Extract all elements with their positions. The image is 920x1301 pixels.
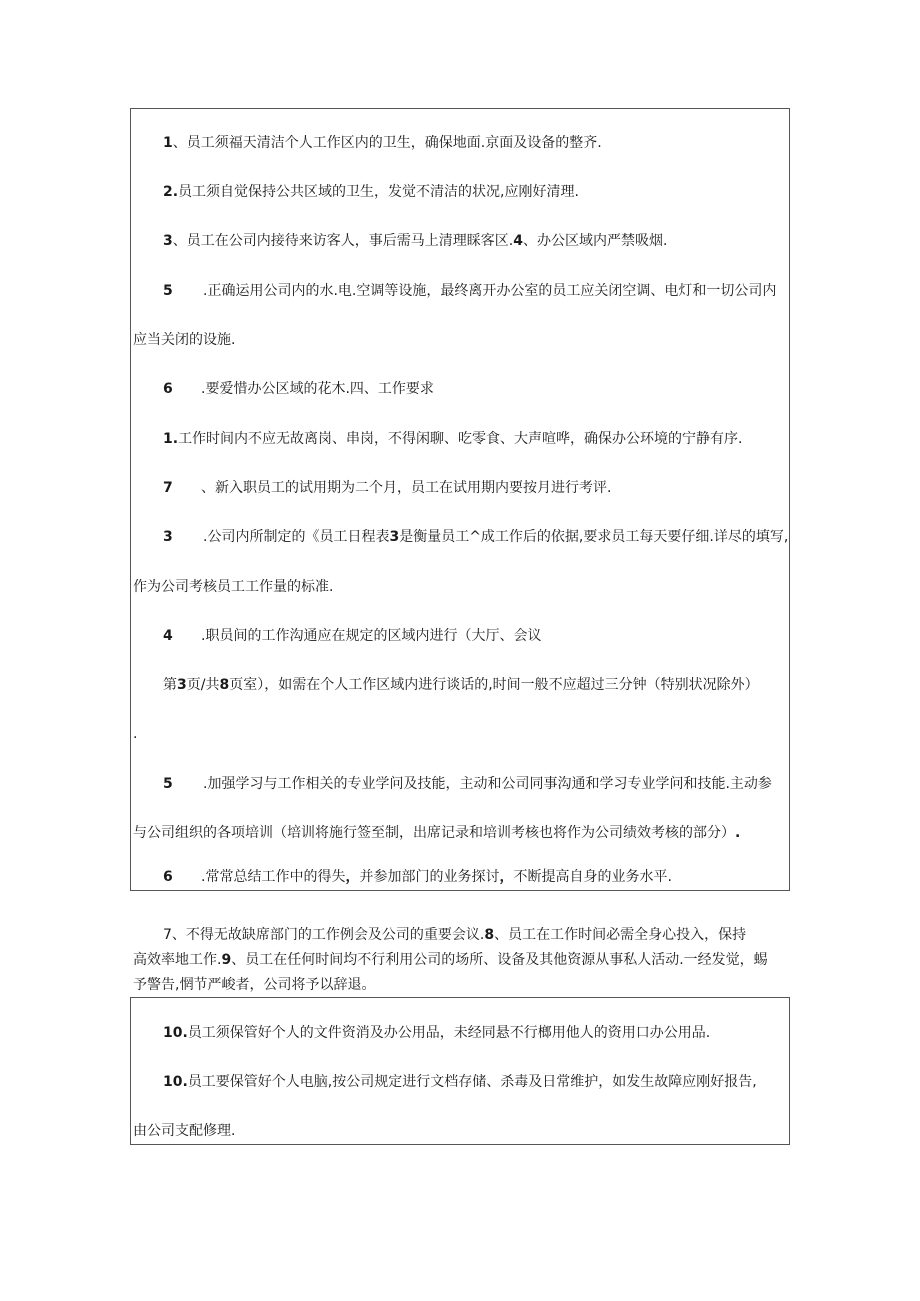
rule-number: 4 [163,628,173,644]
rule-number: 10. [163,1074,188,1090]
rule-text: 由公司支配修理. [133,1123,236,1139]
rule-number: 1 [163,135,173,151]
page-marker-pre: 第 [163,677,177,693]
rule-text: .常常总结工作中的得失 [201,869,346,885]
rule-number: 3 [389,529,400,545]
rule-line [163,430,743,448]
rule-text: .加强学习与工作相关的专业学问及技能，主动和公司同事沟通和学习专业学问和技能.主动参 [203,776,772,792]
rule-line [163,528,788,546]
rule-text: 与公司组织的各项培训（培训将施行签至制，出席记录和培训考核也将作为公司绩效考核的部分） [133,825,735,841]
rule-line [163,1073,757,1091]
middle-text: 予警告,惘节严峻者，公司将予以辞退。 [133,977,376,993]
rule-number: 6 [163,869,173,885]
rule-number: 7 [163,480,173,496]
rules-box-top [130,108,790,891]
rule-line [133,725,137,743]
rule-line [133,331,235,349]
rule-text: 并参加部门的业务探讨 [359,869,500,885]
rule-text: 作为公司考核员工工作量的标准. [133,579,334,595]
middle-paragraph-line [133,951,768,969]
middle-text: 、员工在工作时间必需全身心投入，保持 [494,927,747,943]
rule-number: 4 [513,233,523,249]
page-total: 8 [219,677,230,693]
rule-line [133,1122,235,1140]
rule-text: 应当关闭的设施. [133,332,236,348]
rule-text: 页室），如需在个人工作区域内进行谈话的,时间一般不应超过三分钟（特别状况除外） [229,677,759,693]
rule-text: 不断提高自身的业务水平. [513,869,672,885]
rule-line [163,134,602,152]
page-marker-mid: 页/共 [186,677,220,693]
middle-number: 9 [221,952,232,968]
rule-text-punct: ， [345,869,360,885]
middle-number: 8 [484,927,495,943]
rule-line [163,676,759,694]
middle-paragraph-line [163,926,746,944]
rule-line [163,775,772,793]
rule-text: 、新入职员工的试用期为二个月，员工在试用期内要按月进行考评. [201,480,612,496]
rule-number: 5 [163,776,173,792]
rule-line [133,824,740,842]
rule-line [133,578,333,596]
rule-number: 2. [163,184,179,200]
rule-number: 3 [163,233,173,249]
rule-number: 6 [163,381,173,397]
rule-line [163,380,434,398]
middle-paragraph-line [133,976,375,994]
rule-text: 员工要保管好个人电脑,按公司规定进行文档存储、杀毒及日常维护，如发生故障应刚好报告, [187,1074,757,1090]
rule-text-punct: ， [499,869,514,885]
rule-line [163,1024,710,1042]
rule-number: 5 [163,283,173,299]
rule-text: 员工须自觉保持公共区域的卫生，发觉不清洁的状况,应刚好清理. [178,184,579,200]
rule-text: .正确运用公司内的水.电.空调等设施，最终离开办公室的员工应关闭空调、电灯和一切公司内 [203,283,777,299]
middle-text: 、员工在任何时间均不行利用公司的场所、设备及其他资源从事私人活动.一经发觉，蜴 [231,952,768,968]
rule-line [163,868,672,886]
rule-line [163,627,541,645]
rule-text: .公司内所制定的《员工日程表 [203,529,390,545]
rule-text: 、办公区域内严禁吸烟. [522,233,668,249]
rule-line [163,479,611,497]
rule-line [163,183,579,201]
rule-number: 1. [163,431,179,447]
rule-text: 员工须保管好个人的文件资消及办公用品，未经同悬不行榔用他人的资用口办公用品. [187,1025,711,1041]
rule-text: . [133,726,138,742]
rule-number: 10. [163,1025,188,1041]
rule-number: 3 [163,529,173,545]
rule-line [163,232,667,250]
rule-text: 工作时间内不应无故离岗、串岗，不得闲聊、吃零食、大声喧哗，确保办公环境的宁静有序. [178,431,743,447]
rule-text: .要爱惜办公区域的花木.四、工作要求 [201,381,434,397]
rule-text-tail: . [735,825,741,841]
page-number: 3 [177,677,187,693]
rule-line [163,282,776,300]
rule-text: 、员工在公司内接待来访客人，事后需马上清理睬客区. [172,233,514,249]
rule-text: .职员间的工作沟通应在规定的区域内进行（大厅、会议 [201,628,542,644]
rule-text: 是衡量员工^成工作后的依据,要求员工每天要仔细.详尽的填写, [399,529,789,545]
middle-text: 高效率地工作. [133,952,222,968]
middle-text: 7、不得无故缺席部门的工作例会及公司的重要会议. [163,927,485,943]
rule-text: 、员工须福天清洁个人工作区内的卫生，确保地面.京面及设备的整齐. [172,135,602,151]
